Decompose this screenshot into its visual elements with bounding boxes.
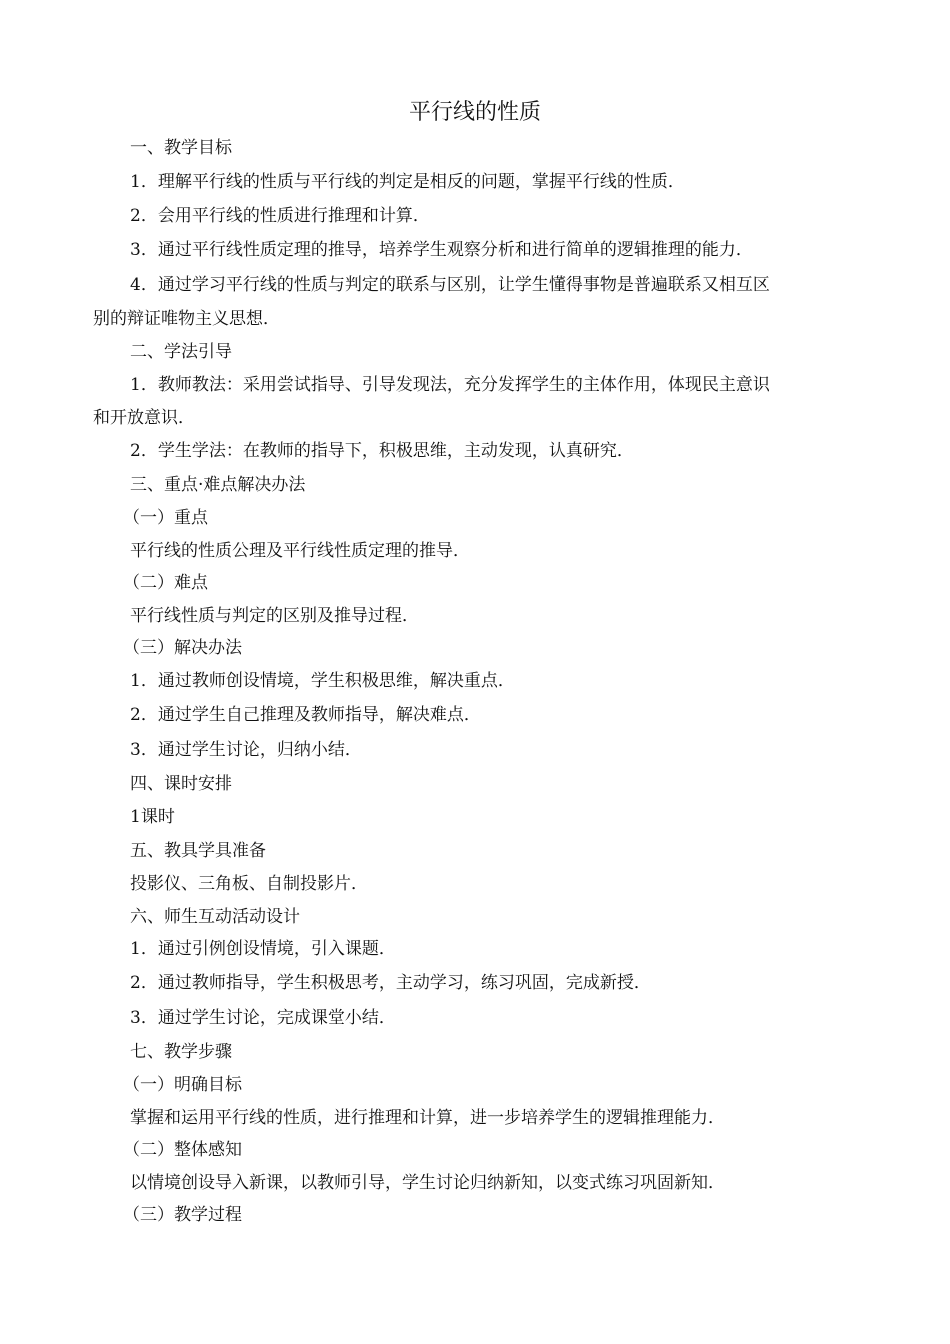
activity-item-1: 1．通过引例创设情境，引入课题． <box>130 939 396 959</box>
subheading-objective: （一）明确目标 <box>123 1075 242 1095</box>
objective-text: 掌握和运用平行线的性质，进行推理和计算，进一步培养学生的逻辑推理能力． <box>130 1108 725 1128</box>
subheading-solution: （三）解决办法 <box>123 638 242 658</box>
activity-item-2: 2．通过教师指导，学生积极思考，主动学习，练习巩固，完成新授． <box>130 973 651 993</box>
section-heading-activities: 六、师生互动活动设计 <box>130 907 300 927</box>
key-point-text: 平行线的性质公理及平行线性质定理的推导． <box>130 541 470 561</box>
method-item-1-line-2: 和开放意识． <box>93 408 195 428</box>
goal-item-3: 3．通过平行线性质定理的推导，培养学生观察分析和进行简单的逻辑推理的能力． <box>130 240 753 260</box>
solution-item-3: 3．通过学生讨论，归纳小结． <box>130 740 362 760</box>
subheading-process: （三）教学过程 <box>123 1205 242 1225</box>
solution-item-2: 2．通过学生自己推理及教师指导，解决难点． <box>130 705 481 725</box>
section-heading-schedule: 四、课时安排 <box>130 774 232 794</box>
activity-item-3: 3．通过学生讨论，完成课堂小结． <box>130 1008 396 1028</box>
tools-text: 投影仪、三角板、自制投影片． <box>130 874 368 894</box>
solution-item-1: 1．通过教师创设情境，学生积极思维，解决重点． <box>130 671 515 691</box>
goal-item-2: 2．会用平行线的性质进行推理和计算． <box>130 206 430 226</box>
section-heading-key-points: 三、重点·难点解决办法 <box>130 475 306 495</box>
subheading-key-point: （一）重点 <box>123 508 208 528</box>
goal-item-4-line-2: 别的辩证唯物主义思想． <box>93 309 280 329</box>
document-title: 平行线的性质 <box>408 100 541 125</box>
section-heading-tools: 五、教具学具准备 <box>130 841 266 861</box>
section-heading-method: 二、学法引导 <box>130 342 232 362</box>
schedule-text: 1课时 <box>130 807 175 827</box>
overview-text: 以情境创设导入新课，以教师引导，学生讨论归纳新知，以变式练习巩固新知． <box>130 1173 725 1193</box>
subheading-overview: （二）整体感知 <box>123 1140 242 1160</box>
section-heading-steps: 七、教学步骤 <box>130 1042 232 1062</box>
goal-item-1: 1．理解平行线的性质与平行线的判定是相反的问题，掌握平行线的性质． <box>130 172 685 192</box>
section-heading-goals: 一、教学目标 <box>130 138 232 158</box>
method-item-1-line-1: 1．教师教法：采用尝试指导、引导发现法，充分发挥学生的主体作用，体现民主意识 <box>130 375 770 395</box>
subheading-difficulty: （二）难点 <box>123 573 208 593</box>
method-item-2: 2．学生学法：在教师的指导下，积极思维，主动发现，认真研究． <box>130 441 634 461</box>
goal-item-4-line-1: 4．通过学习平行线的性质与判定的联系与区别，让学生懂得事物是普遍联系又相互区 <box>130 275 770 295</box>
difficulty-text: 平行线性质与判定的区别及推导过程． <box>130 606 419 626</box>
